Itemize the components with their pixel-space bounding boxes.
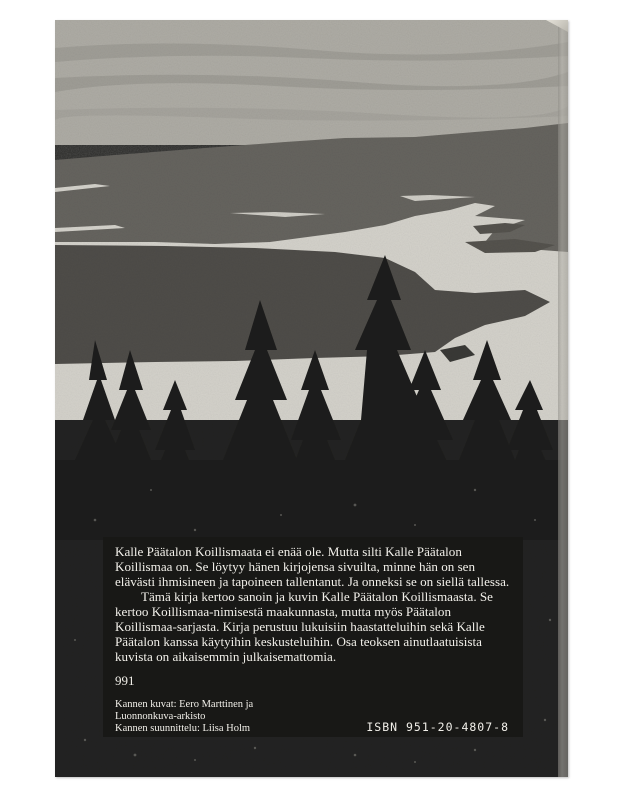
book-back-cover: [55, 20, 568, 777]
cover-credits: [115, 699, 253, 735]
spine-edge: [558, 20, 568, 777]
credit-design: Kannen suunnittelu: Liisa Holm: [115, 723, 251, 734]
credit-photos-archive: Luonnonkuva-arkisto: [115, 711, 206, 722]
blurb-paragraph-1: Kalle Päätalon Koillismaata ei enää ole. Mutta silti Kalle Päätalon Koillismaa on. Se löytyy hänen kirjojensa sivuilta, minne hän on sen elävästi ihmisineen ja tapoineen tallentanut. Ja onneksi se on siellä tallessa.: [115, 544, 510, 589]
blurb-paragraph-2: Tämä kirja kertoo sanoin ja kuvin Kalle Päätalon Koillismaasta. Se kertoo Koillismaa-nimisestä maakunnasta, mutta myös Päätalon Koillismaa-sarjasta. Kirja perustuu lukuisiin haastatteluihin sekä Kalle Päätalon kanssa käytyihin keskusteluihin. Osa teoksen ainutlaatuisista kuvista on aikaisemmin julkaisemattomia.: [115, 589, 493, 664]
credit-photos: Kannen kuvat: Eero Marttinen ja: [115, 699, 254, 710]
blurb-panel: [103, 537, 523, 737]
isbn: ISBN 951-20-4807-8: [366, 720, 509, 734]
classification-code: 991: [115, 673, 135, 688]
